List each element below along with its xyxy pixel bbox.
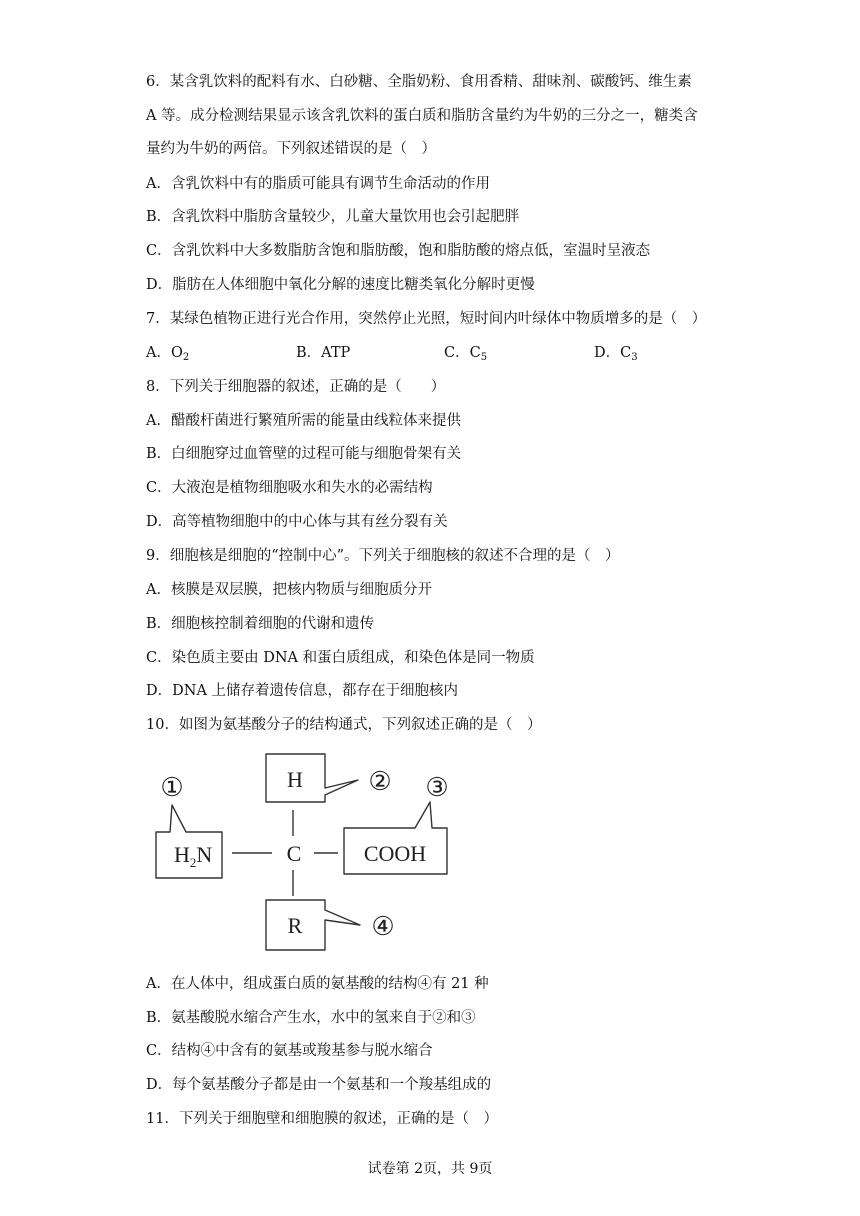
q9-option-c: C．染色质主要由 DNA 和蛋白质组成，和染色体是同一物质 bbox=[146, 650, 535, 666]
q10-option-b: B．氨基酸脱水缩合产生水，水中的氢来自于②和③ bbox=[146, 1010, 476, 1026]
q10-option-c: C．结构④中含有的氨基或羧基参与脱水缩合 bbox=[146, 1043, 433, 1059]
q8-option-d: D．高等植物细胞中的中心体与其有丝分裂有关 bbox=[146, 514, 448, 530]
q10-option-a: A．在人体中，组成蛋白质的氨基酸的结构④有 21 种 bbox=[146, 976, 489, 992]
label-1: ① bbox=[160, 773, 184, 802]
q8-stem: 8．下列关于细胞器的叙述，正确的是（ ） bbox=[146, 379, 446, 395]
q6-option-a: A．含乳饮料中有的脂质可能具有调节生命活动的作用 bbox=[146, 176, 490, 192]
q11-stem: 11．下列关于细胞壁和细胞膜的叙述，正确的是（ ） bbox=[146, 1111, 498, 1127]
q10-stem: 10．如图为氨基酸分子的结构通式，下列叙述正确的是（ ） bbox=[146, 717, 542, 733]
q9-option-b: B．细胞核控制着细胞的代谢和遗传 bbox=[146, 616, 375, 632]
q7-option-c: C．$C_5$ bbox=[444, 345, 488, 363]
atom-r: R bbox=[287, 913, 303, 938]
label-2: ② bbox=[368, 767, 392, 796]
q8-option-b: B．白细胞穿过血管壁的过程可能与细胞骨架有关 bbox=[146, 446, 462, 462]
q8-option-a: A．醋酸杆菌进行繁殖所需的能量由线粒体来提供 bbox=[146, 413, 461, 429]
q6-stem-line3: 量约为牛奶的两倍。下列叙述错误的是（ ） bbox=[146, 141, 436, 157]
q6-stem-line1: 6．某含乳饮料的配料有水、白砂糖、全脂奶粉、食用香精、甜味剂、碳酸钙、维生素 bbox=[146, 74, 692, 90]
q9-stem: 9．细胞核是细胞的“控制中心”。下列关于细胞核的叙述不合理的是（ ） bbox=[146, 548, 620, 564]
q6-stem-line2: A 等。成分检测结果显示该含乳饮料的蛋白质和脂肪含量约为牛奶的三分之一，糖类含 bbox=[146, 108, 698, 124]
q7-stem: 7．某绿色植物正进行光合作用，突然停止光照，短时间内叶绿体中物质增多的是（ ） bbox=[146, 311, 707, 327]
page-footer: 试卷第 2页，共 9页 bbox=[367, 1161, 493, 1177]
q6-option-b: B．含乳饮料中脂肪含量较少，儿童大量饮用也会引起肥胖 bbox=[146, 209, 520, 225]
q9-option-d: D．DNA 上储存着遗传信息，都存在于细胞核内 bbox=[146, 683, 459, 699]
label-3: ③ bbox=[425, 773, 449, 802]
r-box bbox=[266, 900, 360, 950]
q6-option-c: C．含乳饮料中大多数脂肪含饱和脂肪酸，饱和脂肪酸的熔点低，室温时呈液态 bbox=[146, 243, 651, 259]
q8-option-c: C．大液泡是植物细胞吸水和失水的必需结构 bbox=[146, 480, 433, 496]
atom-c: C bbox=[286, 841, 302, 866]
label-4: ④ bbox=[371, 912, 395, 941]
q10-option-d: D．每个氨基酸分子都是由一个氨基和一个羧基组成的 bbox=[146, 1077, 492, 1093]
group-cooh: COOH bbox=[363, 841, 427, 866]
amino-acid-structure-diagram bbox=[140, 750, 470, 960]
q9-option-a: A．核膜是双层膜，把核内物质与细胞质分开 bbox=[146, 582, 432, 598]
atom-h: H bbox=[287, 767, 303, 792]
q7-option-b: B．ATP bbox=[296, 345, 351, 361]
q7-option-a: A．$O_2$ bbox=[146, 345, 190, 363]
q7-option-d: D．$C_3$ bbox=[594, 345, 638, 363]
q6-option-d: D．脂肪在人体细胞中氧化分解的速度比糖类氧化分解时更慢 bbox=[146, 277, 535, 293]
group-h2n: $H_2N$ bbox=[174, 842, 213, 870]
h-box bbox=[266, 754, 358, 802]
